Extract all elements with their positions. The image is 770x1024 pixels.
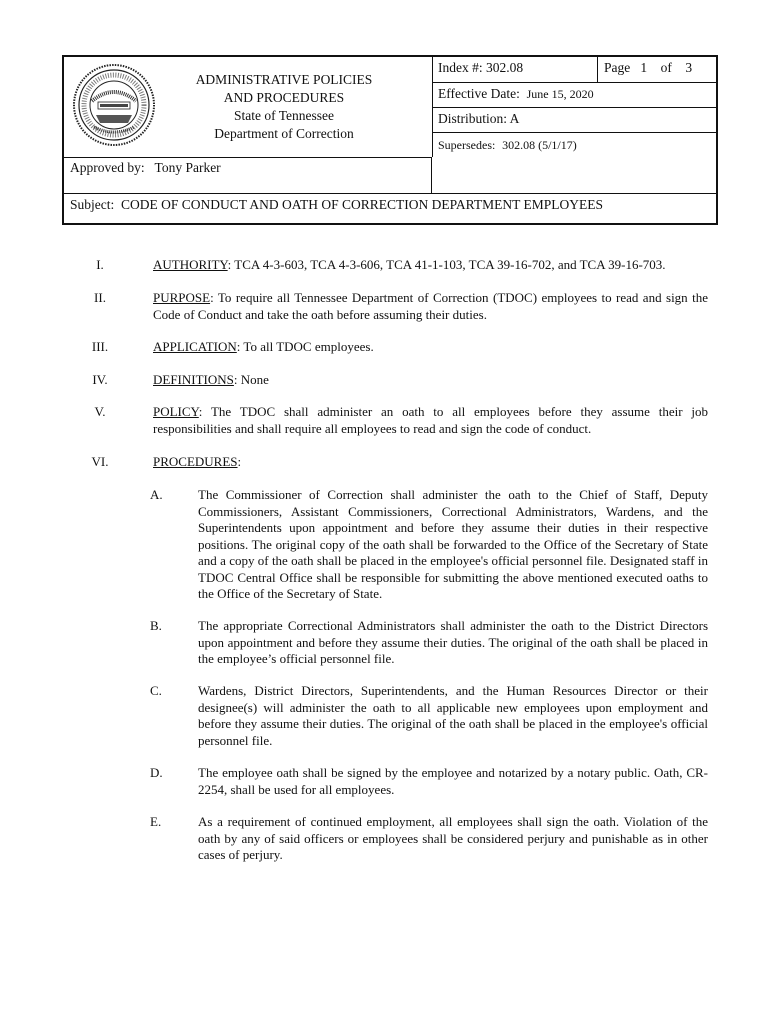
section-heading: POLICY (153, 404, 199, 419)
procedure-letter: B. (150, 618, 162, 633)
procedure-letter: E. (150, 814, 162, 829)
procedure-text: The appropriate Correctional Administrators shall administer the oath to the District Directors upon appointment and before they assume their duties. The original of the oath shall be placed in the employee’s official personnel file. (198, 618, 708, 666)
page-current: 1 (640, 60, 648, 75)
section-number: IV. (92, 372, 108, 387)
subject-label: Subject: (70, 197, 115, 212)
section-text: : The TDOC shall administer an oath to all employees before they assume their job responsibilities and shall require all employees to read and sign the code of conduct. (153, 404, 708, 436)
section-body (153, 290, 708, 323)
index-number (432, 57, 598, 83)
page-label: Page (604, 60, 631, 75)
section-text: : (237, 454, 242, 469)
section-number: II. (94, 290, 106, 305)
section-number: I. (96, 257, 104, 272)
department-title-block (168, 71, 400, 143)
effective-date (432, 83, 718, 108)
procedure-letter: D. (150, 765, 163, 780)
tennessee-state-seal-icon (72, 63, 156, 147)
distribution (432, 108, 718, 133)
approved-label: Approved by: (70, 160, 145, 175)
title-line: ADMINISTRATIVE POLICIES (195, 72, 373, 87)
procedure-text: Wardens, District Directors, Superintendents, and the Human Resources Director or their designee(s) will administer the oath to all applicable new employees upon employment and before they assume their duties. The original of the oath shall be placed in the employee's official personnel file. (198, 683, 708, 748)
header-left-panel (64, 57, 433, 157)
title-line: State of Tennessee (233, 108, 335, 123)
header-right-panel (432, 57, 718, 193)
effective-label: Effective Date: (438, 86, 520, 101)
procedure-text: As a requirement of continued employment, all employees shall sign the oath. Violation of the oath by any of said officers or employees shall be considered perjury and punishable as in other cases of perjury. (198, 814, 708, 862)
supersedes-label: Supersedes: (438, 138, 496, 152)
section-text: : None (233, 372, 269, 387)
distribution-value: A (509, 111, 520, 126)
page-counter (598, 57, 718, 83)
procedure-text: The employee oath shall be signed by the employee and notarized by a notary public. Oath, CR-2254, shall be used for all employees. (198, 765, 708, 797)
procedure-letter: A. (150, 487, 163, 502)
distribution-label: Distribution: (438, 111, 508, 126)
section-heading: PURPOSE (153, 290, 211, 305)
section-body (153, 454, 708, 471)
section-text: : To require all Tennessee Department of Correction (TDOC) employees to read and sign the Code of Conduct and take the oath before assuming their duties. (153, 290, 708, 322)
approved-value: Tony Parker (154, 160, 221, 175)
effective-value: June 15, 2020 (526, 87, 594, 101)
section-body (153, 404, 708, 437)
index-value: 302.08 (486, 60, 524, 75)
approved-by (64, 157, 432, 193)
page-of: of (660, 60, 672, 75)
procedure-letter: C. (150, 683, 162, 698)
section-heading: PROCEDURES (153, 454, 238, 469)
title-line: Department of Correction (214, 126, 354, 141)
section-body (153, 257, 708, 274)
index-label: Index #: (438, 60, 483, 75)
section-text: : TCA 4-3-603, TCA 4-3-606, TCA 41-1-103, TCA 39-16-702, and TCA 39-16-703. (227, 257, 666, 272)
subject-value: CODE OF CONDUCT AND OATH OF CORRECTION DEPARTMENT EMPLOYEES (121, 197, 603, 212)
subject-line (64, 193, 716, 223)
section-number: III. (91, 339, 109, 354)
section-heading: DEFINITIONS (153, 372, 234, 387)
section-body (153, 372, 708, 389)
section-number: VI. (91, 454, 109, 469)
supersedes-value: 302.08 (5/1/17) (502, 138, 577, 152)
section-body (153, 339, 708, 356)
section-heading: AUTHORITY (153, 257, 228, 272)
supersedes (432, 133, 718, 193)
section-text: : To all TDOC employees. (236, 339, 374, 354)
section-number: V. (94, 404, 106, 419)
section-heading: APPLICATION (153, 339, 237, 354)
policy-header-box (62, 55, 718, 225)
page-total: 3 (685, 60, 693, 75)
title-line: AND PROCEDURES (223, 90, 345, 105)
procedure-text: The Commissioner of Correction shall administer the oath to the Chief of Staff, Deputy Commissioners, Assistant Commissioners, Correctional Administrators, Wardens, and the Superintendents upon appointment and before they assume their duties in their respective positions. The original copy of the oath shall be forwarded to the Office of the Secretary of State and a copy of the oath shall be placed in the employee's official personnel file. Designated staff in TDOC Central Office shall be responsible for submitting the above mentioned executed oaths to the Office of the Secretary of State. (198, 487, 708, 601)
